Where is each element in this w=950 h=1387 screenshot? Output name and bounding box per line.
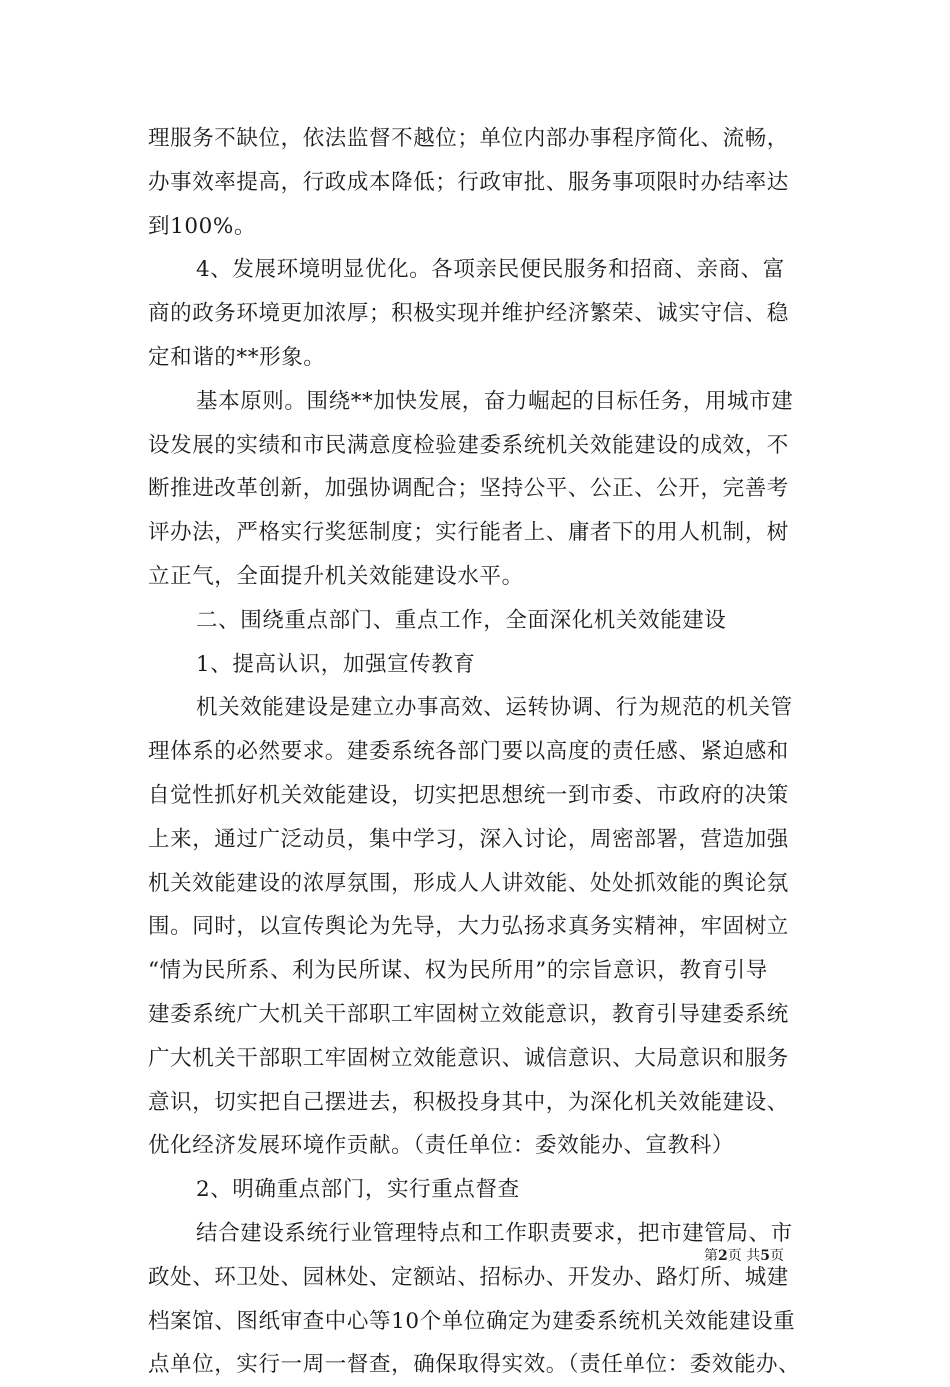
text-line: 自觉性抓好机关效能建设，切实把思想统一到市委、市政府的决策 <box>148 782 789 808</box>
text-line: 优化经济发展环境作贡献。（责任单位：委效能办、宣教科） <box>148 1133 734 1159</box>
text-line: 机关效能建设的浓厚氛围，形成人人讲效能、处处抓效能的舆论氛 <box>148 870 789 896</box>
subsection-heading: 2、明确重点部门，实行重点督查 <box>196 1177 520 1203</box>
total-pages-number: 5 <box>760 1248 770 1264</box>
paragraph-start-line: 结合建设系统行业管理特点和工作职责要求，把市建管局、市 <box>196 1220 793 1246</box>
page-footer <box>704 1247 784 1265</box>
text-line: 理服务不缺位，依法监督不越位；单位内部办事程序简化、流畅， <box>148 126 789 151</box>
text-line: 商的政务环境更加浓厚；积极实现并维护经济繁荣、诚实守信、稳 <box>148 301 789 327</box>
footer-middle: 页 共 <box>727 1248 761 1264</box>
text-line: 设发展的实绩和市民满意度检验建委系统机关效能建设的成效，不 <box>148 432 789 458</box>
text-line: 到100%。 <box>148 213 257 239</box>
text-line: 办事效率提高，行政成本降低；行政审批、服务事项限时办结率达 <box>148 169 789 195</box>
paragraph-start-line: 基本原则。围绕**加快发展，奋力崛起的目标任务，用城市建 <box>196 388 794 414</box>
text-line: 立正气，全面提升机关效能建设水平。 <box>148 563 524 589</box>
current-page-number: 2 <box>718 1248 728 1264</box>
text-line: 围。同时，以宣传舆论为先导，大力弘扬求真务实精神，牢固树立 <box>148 914 789 940</box>
text-line: 上来，通过广泛动员，集中学习，深入讨论，周密部署，营造加强 <box>148 826 789 852</box>
paragraph-start-line: 4、发展环境明显优化。各项亲民便民服务和招商、亲商、富 <box>196 257 785 283</box>
text-line: 意识，切实把自己摆进去，积极投身其中，为深化机关效能建设、 <box>148 1089 789 1115</box>
text-line: 建委系统广大机关干部职工牢固树立效能意识，教育引导建委系统 <box>148 1001 789 1027</box>
text-line: 评办法，严格实行奖惩制度；实行能者上、庸者下的用人机制，树 <box>148 520 789 546</box>
text-line: 档案馆、图纸审查中心等10个单位确定为建委系统机关效能建设重 <box>148 1308 796 1334</box>
text-line: 点单位，实行一周一督查，确保取得实效。（责任单位：委效能办、 <box>148 1352 801 1378</box>
footer-suffix: 页 <box>769 1248 784 1264</box>
text-line: 广大机关干部职工牢固树立效能意识、诚信意识、大局意识和服务 <box>148 1045 789 1071</box>
section-heading: 二、围绕重点部门、重点工作，全面深化机关效能建设 <box>196 607 727 633</box>
text-line: 理体系的必然要求。建委系统各部门要以高度的责任感、紧迫感和 <box>148 739 789 765</box>
text-line: 政处、环卫处、园林处、定额站、招标办、开发办、路灯所、城建 <box>148 1264 789 1290</box>
footer-prefix: 第 <box>704 1248 718 1264</box>
paragraph-start-line: 机关效能建设是建立办事高效、运转协调、行为规范的机关管 <box>196 695 793 721</box>
text-line: 断推进改革创新，加强协调配合；坚持公平、公正、公开，完善考 <box>148 476 789 502</box>
document-body <box>148 117 820 1387</box>
text-line: “情为民所系、利为民所谋、权为民所用”的宗旨意识，教育引导 <box>148 958 768 984</box>
text-line: 定和谐的**形象。 <box>148 344 326 370</box>
subsection-heading: 1、提高认识，加强宣传教育 <box>196 651 476 677</box>
